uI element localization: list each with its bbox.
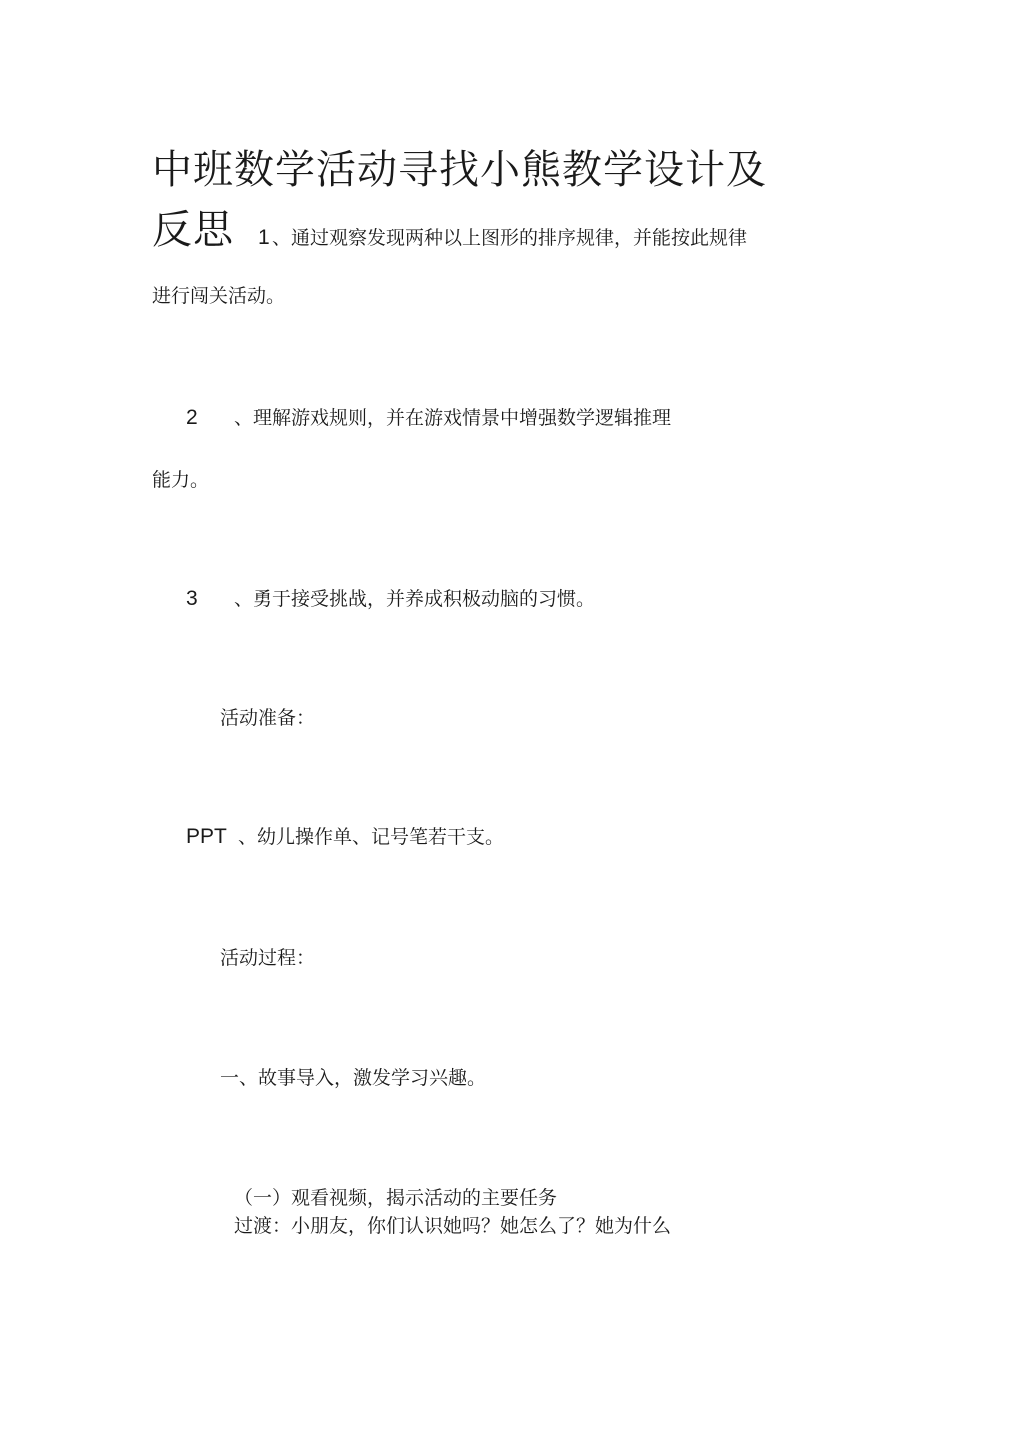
section-1-heading: 一、故事导入，激发学习兴趣。 <box>220 1067 487 1089</box>
subsection-1-heading: （一）观看视频，揭示活动的主要任务 <box>234 1187 558 1209</box>
document-title-line-2: 反思 <box>152 207 234 253</box>
goal-3-number: 3 <box>186 587 198 610</box>
goal-2-text-line-2: 能力。 <box>152 469 210 491</box>
goal-1-number: 1 <box>258 226 270 249</box>
prep-items: 、幼儿操作单、记号笔若干支。 <box>238 826 505 848</box>
goal-2-text-line-1: 、理解游戏规则，并在游戏情景中增强数学逻辑推理 <box>234 407 672 429</box>
prep-heading: 活动准备： <box>220 707 316 729</box>
goal-1-text-line-2: 进行闯关活动。 <box>152 285 286 307</box>
goal-1-text-line-1: 、通过观察发现两种以上图形的排序规律，并能按此规律 <box>272 227 748 249</box>
process-heading: 活动过程： <box>220 947 316 969</box>
goal-3-text: 、勇于接受挑战，并养成积极动脑的习惯。 <box>234 588 596 610</box>
document-title-line-1: 中班数学活动寻找小熊教学设计及 <box>152 147 767 193</box>
prep-ppt: PPT <box>186 825 227 848</box>
transition-text: 过渡：小朋友，你们认识她吗？她怎么了？她为什么 <box>234 1215 672 1237</box>
goal-2-number: 2 <box>186 406 198 429</box>
